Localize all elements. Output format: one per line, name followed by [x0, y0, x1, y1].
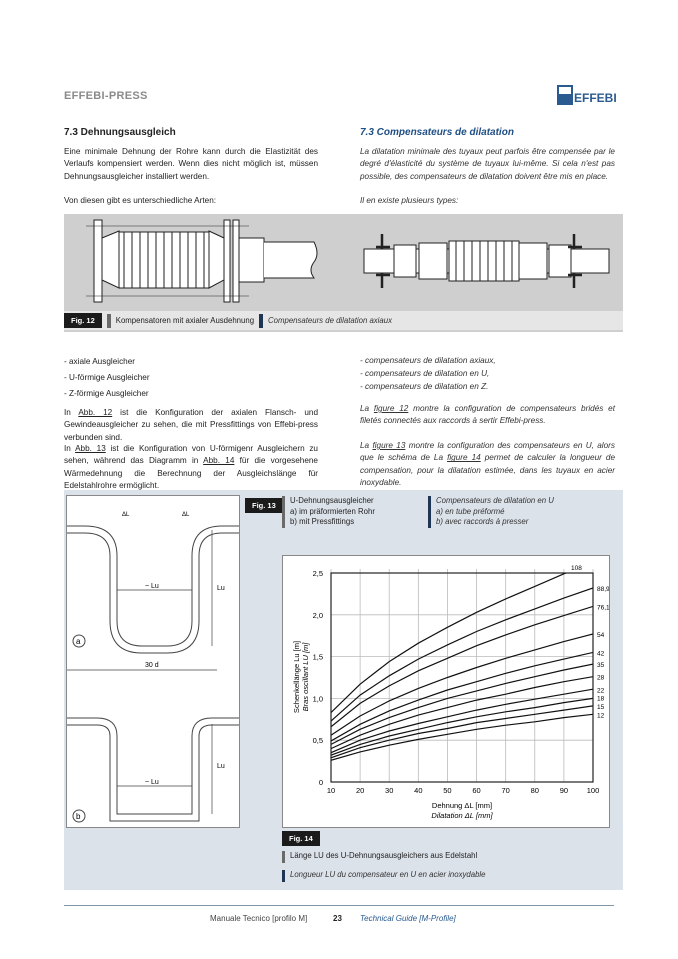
series-label: 12 — [597, 712, 605, 720]
link-figure13[interactable]: figure 13 — [372, 441, 406, 450]
list-item: - compensateurs de dilatation en Z. — [360, 382, 489, 391]
types-intro-fr: Il en existe plusieurs types: — [360, 196, 459, 205]
section-heading-de: 7.3 Dehnungsausgleich — [64, 127, 176, 138]
u-compensator-diagram — [66, 495, 240, 828]
paragraph-abb13-de: In Abb. 13 ist die Konfiguration von U-förmigenr Ausgleichern zu sehen, während das Diagramm in Abb. 14 für die vorgesehene Wärmedehnung die Berechnung der Ausgleichslänge für Edelstahlrohre ermöglicht. — [64, 444, 318, 490]
fig13-title-fr: Compensateurs de dilatation en U a) en tube préformé b) avec raccords à presser — [428, 496, 554, 528]
fig14-chart — [282, 555, 610, 828]
fig12-caption-fr: Compensateurs de dilatation axiaux — [268, 316, 392, 325]
series-label: 35 — [597, 662, 605, 670]
intro-fr: La dilatation minimale des tuyaux peut parfois être compensée par le degré d'élasticité du système de tuyaux lui-même. Si cela n'est pas possible, des compensateurs de dilatation doivent être mis en place. — [360, 147, 615, 181]
x-tick-label: 40 — [414, 786, 423, 795]
x-tick-label: 60 — [472, 786, 481, 795]
footer-right: Technical Guide [M-Profile] — [360, 914, 456, 923]
link-figure12[interactable]: figure 12 — [373, 404, 409, 413]
types-list-de — [64, 354, 150, 402]
brand-title: EFFEBI-PRESS — [64, 90, 148, 102]
lu-half-label: ~ Lu — [145, 779, 159, 786]
delta-l-label: ΔL — [182, 512, 190, 518]
u-bend-drawing — [67, 496, 239, 827]
paragraph-fig13-fr: La figure 13 montre la configuration des compensateurs en U, alors que le schéma de La figure 14 permet de calculer la longueur de compensation, pour la dilatation estimée, dans les tuyaux en acier inoxydable. — [360, 441, 615, 487]
footer-left: Manuale Tecnico [profilo M] — [210, 914, 308, 923]
delta-l-label: ΔL — [122, 512, 130, 518]
x-tick-label: 80 — [530, 786, 539, 795]
y-axis-label: Schenkellänge Lu [m] — [292, 640, 301, 714]
footer-divider — [64, 905, 614, 906]
lu-half-label: ~ Lu — [145, 583, 159, 590]
series-label: 18 — [597, 695, 605, 703]
axial-compensator-drawing — [64, 214, 623, 311]
30d-label: 30 d — [145, 662, 159, 669]
series-line-88-9 — [331, 588, 593, 721]
fig12-label: Fig. 12 — [64, 313, 102, 328]
series-line-28 — [331, 677, 593, 749]
paragraph-fig12-fr: La figure 12 montre la configuration de compensateurs bridés et filetés connectés aux raccords à sertir Effebi-press. — [360, 404, 615, 426]
link-abb12[interactable]: Abb. 12 — [78, 408, 113, 417]
fig12-caption-de: Kompensatoren mit axialer Ausdehnung — [115, 316, 255, 325]
types-intro-de: Von diesen gibt es unterschiedliche Arten: — [64, 196, 217, 205]
fig12-caption — [64, 311, 623, 330]
fig14-label: Fig. 14 — [282, 831, 320, 846]
x-tick-label: 100 — [586, 786, 600, 795]
effebi-logo — [557, 83, 617, 105]
series-label: 54 — [597, 632, 605, 640]
x-tick-label: 50 — [443, 786, 452, 795]
series-label: 76,1 — [597, 604, 609, 612]
x-axis-label-fr: Dilatation ΔL [mm] — [431, 811, 493, 820]
x-tick-label: 90 — [559, 786, 569, 795]
lu-label: Lu — [217, 585, 225, 592]
variant-b-label: b — [76, 812, 81, 821]
fig13-label: Fig. 13 — [245, 498, 283, 513]
x-tick-label: 10 — [326, 786, 336, 795]
series-label: 88,9 — [597, 586, 609, 594]
section-heading-fr: 7.3 Compensateurs de dilatation — [360, 127, 514, 138]
list-item: - U-förmige Ausgleicher — [64, 373, 150, 382]
series-label: 28 — [597, 674, 605, 682]
variant-a-label: a — [76, 637, 81, 646]
fig14-caption-fr: Longueur LU du compensateur en U en acier inoxydable — [282, 870, 485, 882]
link-abb14[interactable]: Abb. 14 — [203, 456, 235, 466]
y-tick-label: 0,5 — [312, 736, 323, 746]
fig14-caption-de: Länge LU des U-Dehnungsausgleichers aus Edelstahl — [282, 851, 477, 863]
list-item: - compensateurs de dilatation axiaux, — [360, 356, 496, 365]
intro-de: Eine minimale Dehnung der Rohre kann durch die Elastizität des Verlaufs kompensiert werden. Wenn dies nicht möglich ist, müssen Dehnungsausgleicher installiert werden. — [64, 147, 318, 181]
logo-text: EFFEBI — [574, 91, 617, 105]
y-tick-label: 2,0 — [312, 610, 323, 620]
series-line-76-1 — [331, 606, 593, 726]
y-tick-label: 0 — [318, 778, 323, 787]
x-tick-label: 30 — [385, 786, 394, 795]
link-figure14[interactable]: figure 14 — [447, 453, 481, 463]
y-tick-label: 1,0 — [312, 694, 323, 704]
series-label: 22 — [597, 687, 605, 695]
series-label: 15 — [597, 703, 605, 711]
series-line-18 — [331, 698, 593, 755]
x-axis-label: Dehnung ΔL [mm] — [431, 801, 493, 810]
series-label: 108 — [571, 565, 582, 572]
link-abb13[interactable]: Abb. 13 — [75, 444, 106, 453]
bellows-left — [119, 232, 209, 288]
y-tick-label: 1,5 — [312, 652, 323, 662]
series-label: 42 — [597, 650, 605, 658]
y-axis-label-fr: Bras oscillant LU [m] — [301, 642, 310, 712]
fig13-title-de: U-Dehnungsausgleicher a) im präformierten Rohr b) mit Pressfittings — [282, 496, 375, 528]
types-list-fr — [360, 354, 496, 393]
chart-svg — [283, 556, 609, 827]
list-item: - compensateurs de dilatation en U, — [360, 369, 490, 378]
list-item: - Z-förmige Ausgleicher — [64, 389, 149, 398]
page-number: 23 — [333, 914, 342, 923]
x-tick-label: 70 — [501, 786, 510, 795]
paragraph-abb12-de: In Abb. 12 ist die Konfiguration der axialen Flansch- und Gewindeausgleicher zu sehen, die mit Pressfittings von Effebi-press verbunden sind. — [64, 408, 318, 442]
list-item: - axiale Ausgleicher — [64, 357, 135, 366]
y-tick-label: 2,5 — [312, 569, 323, 578]
x-tick-label: 20 — [355, 786, 365, 795]
lu-label: Lu — [217, 763, 225, 770]
